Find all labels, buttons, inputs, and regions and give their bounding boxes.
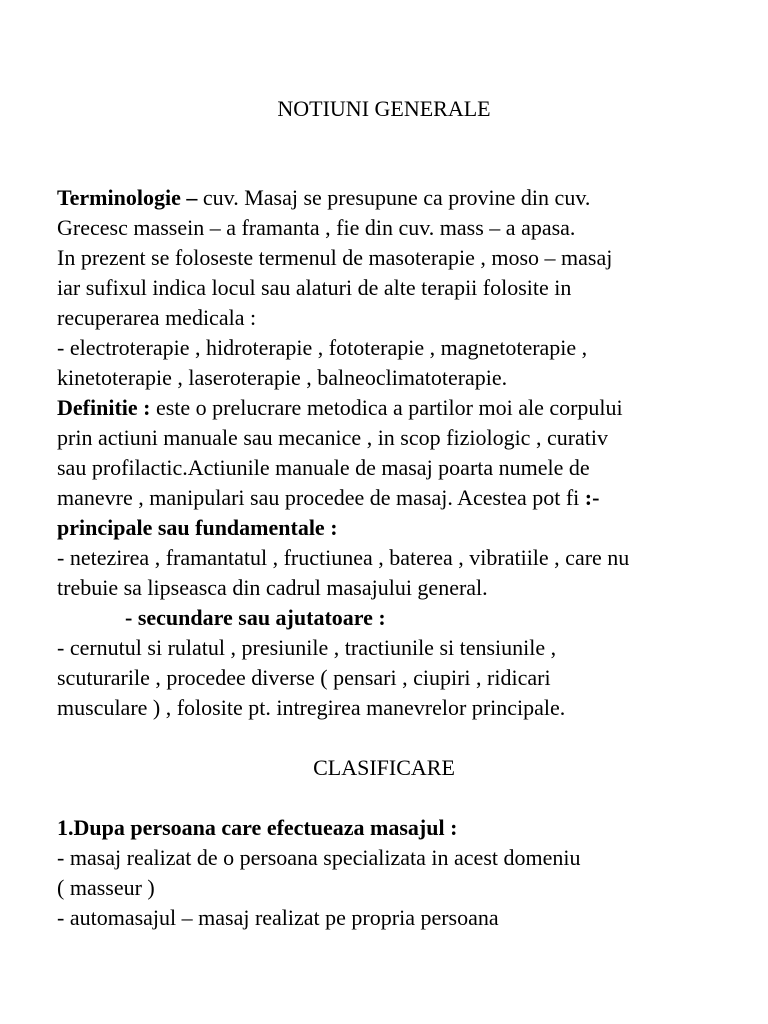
definitie-list-marker: :- (584, 485, 600, 510)
definitie-line-3: sau profilactic.Actiunile manuale de masaj poarta numele de (57, 455, 590, 480)
principale-line-2: trebuie sa lipseasca din cadrul masajului general. (57, 575, 488, 600)
clasificare-heading-1 (57, 813, 457, 843)
page-title: NOTIUNI GENERALE (277, 96, 491, 121)
terminologie-line-6: - electroterapie , hidroterapie , fototerapie , magnetoterapie , (57, 335, 588, 360)
terminologie-line-3: In prezent se foloseste termenul de masoterapie , moso – masaj (57, 245, 613, 270)
clasificare-item-1-line-1: - masaj realizat de o persoana specializata in acest domeniu (57, 845, 581, 870)
principale-heading (57, 513, 338, 543)
definitie-label: Definitie : (57, 395, 151, 420)
definitie-line-2: prin actiuni manuale sau mecanice , in scop fiziologic , curativ (57, 425, 609, 450)
terminologie-line-4: iar sufixul indica locul sau alaturi de alte terapii folosite in (57, 275, 572, 300)
clasificare-item-2: - automasajul – masaj realizat pe propria persoana (57, 905, 499, 930)
secundare-heading-text: - secundare sau ajutatoare : (125, 605, 386, 630)
principale-heading-text: principale sau fundamentale : (57, 515, 338, 540)
clasificare-heading-1-text: 1.Dupa persoana care efectueaza masajul : (57, 815, 458, 840)
terminologie-label: Terminologie – (57, 185, 198, 210)
terminologie-line-5: recuperarea medicala : (57, 305, 257, 330)
secundare-line-3: musculare ) , folosite pt. intregirea manevrelor principale. (57, 695, 566, 720)
section-title-clasificare: CLASIFICARE (313, 755, 455, 780)
principale-line-1: - netezirea , framantatul , fructiunea , baterea , vibratiile , care nu (57, 545, 630, 570)
terminologie-text-1: cuv. Masaj se presupune ca provine din cuv. (197, 185, 591, 210)
terminologie-line-7: kinetoterapie , laseroterapie , balneoclimatoterapie. (57, 365, 508, 390)
definitie-line-1 (57, 393, 623, 423)
definitie-text-1: este o prelucrare metodica a partilor moi ale corpului (150, 395, 623, 420)
terminologie-line-1 (57, 183, 590, 213)
secundare-line-2: scuturarile , procedee diverse ( pensari , ciupiri , ridicari (57, 665, 551, 690)
secundare-heading (125, 603, 386, 633)
clasificare-item-1-line-2: ( masseur ) (57, 875, 155, 900)
definitie-text-4: manevre , manipulari sau procedee de masaj. Acestea pot fi (57, 485, 585, 510)
terminologie-line-2: Grecesc massein – a framanta , fie din cuv. mass – a apasa. (57, 215, 576, 240)
secundare-line-1: - cernutul si rulatul , presiunile , tractiunile si tensiunile , (57, 635, 557, 660)
definitie-line-4 (57, 483, 599, 513)
